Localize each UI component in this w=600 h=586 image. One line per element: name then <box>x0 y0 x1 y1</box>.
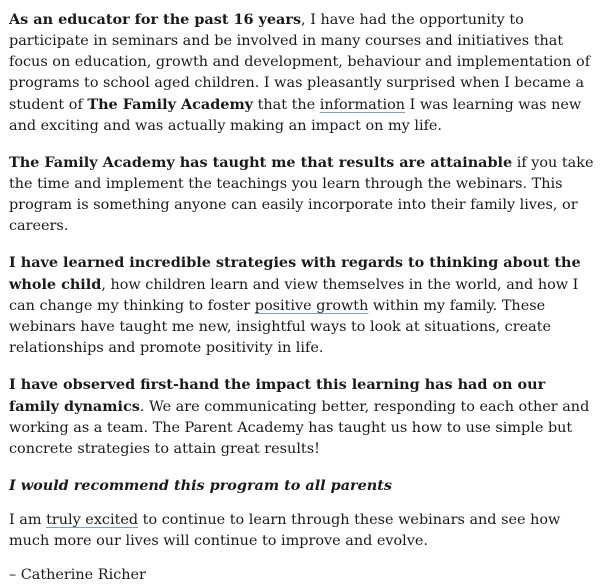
paragraph-excited <box>9 510 597 552</box>
paragraph-educator <box>9 9 597 137</box>
dynamics-lead: I have observed first-hand the impact this learning has had on our family dynamics <box>9 376 546 415</box>
strategies-text-1: , how children learn and view themselves in the world, and how I can change my thinking to foster <box>9 277 579 314</box>
results-text: if you take the time and implement the teachings you learn through the webinars. This program is something anyone can easily incorporate into their family lives, or careers. <box>9 155 594 234</box>
excited-text-2: to continue to learn through these webinars and see how much more our lives will continue to improve and evolve. <box>9 512 561 549</box>
excited-text-1: I am <box>9 512 47 528</box>
educator-text-3: I was learning was new and exciting and was actually making an impact on my life. <box>9 97 582 134</box>
educator-text-2: that the <box>253 97 320 113</box>
positive-growth-underlined: positive growth <box>254 298 369 314</box>
truly-excited-underlined: truly excited <box>46 512 139 528</box>
testimonial-document <box>9 9 597 586</box>
family-academy-name: The Family Academy <box>87 96 254 113</box>
strategies-text-2: within my family. These webinars have taught me new, insightful ways to look at situations, create relationships and promote positivity in life. <box>9 298 552 356</box>
signature: – Catherine Richer <box>9 567 146 583</box>
paragraph-dynamics <box>9 374 597 460</box>
educator-lead: As an educator for the past 16 years <box>9 11 302 28</box>
recommendation: I would recommend this program to all parents <box>9 477 392 494</box>
paragraph-results <box>9 152 597 237</box>
educator-text-1: , I have had the opportunity to participate in seminars and be involved in many courses and initiatives that focus on education, growth and development, behaviour and implementation of programs to school aged children. I was pleasantly surprised when I became a student of <box>9 12 591 113</box>
information-underlined: information <box>319 97 406 113</box>
paragraph-recommend <box>9 475 597 497</box>
dynamics-text: . We are communicating better, responding to each other and working as a team. The Parent Academy has taught us how to use simple but concrete strategies to attain great results! <box>9 399 590 457</box>
results-lead: The Family Academy has taught me that results are attainable <box>9 154 513 171</box>
paragraph-strategies <box>9 252 597 359</box>
strategies-lead: I have learned incredible strategies with regards to thinking about the whole child <box>9 254 581 293</box>
